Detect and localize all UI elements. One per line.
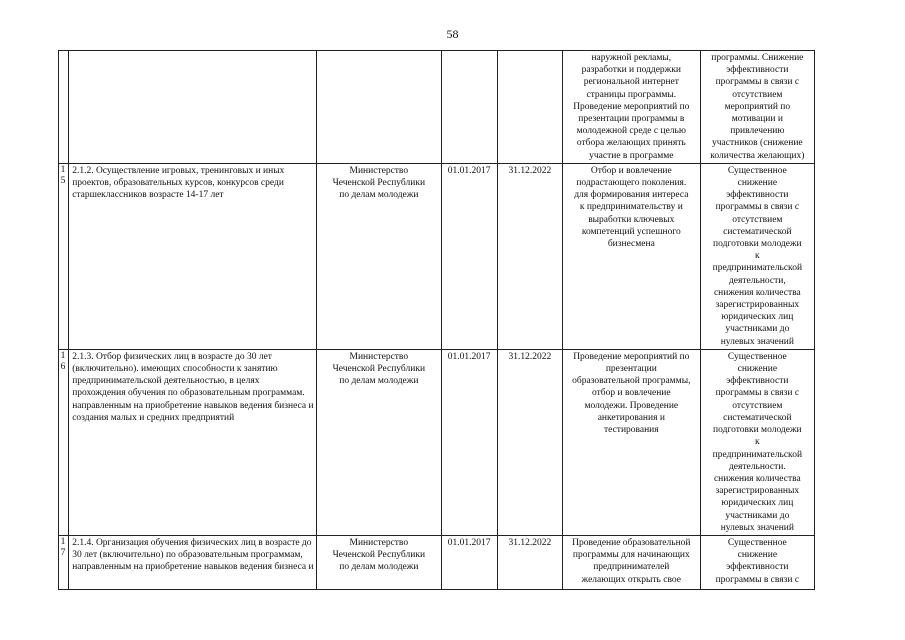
end-date-cell	[497, 51, 562, 164]
end-date-cell: 31.12.2022	[497, 349, 562, 535]
page-number: 58	[446, 27, 459, 41]
start-date-cell: 01.01.2017	[441, 163, 497, 349]
executor-cell	[317, 51, 441, 164]
end-date-cell: 31.12.2022	[497, 163, 562, 349]
measure-name-cell: 2.1.3. Отбор физических лиц в возрасте до 30 лет (включительно). имеющих способности к занятию предпринимательской деятельностью, в целях прохождения обучения по образовательным программам. направленным на приобретение навыков ведения бизнеса и создания малых и средних предприятий	[69, 349, 317, 535]
row-number-cell: 16	[59, 349, 69, 535]
measure-name-cell: 2.1.4. Организация обучения физических лиц в возрасте до 30 лет (включительно) по образовательным программам, направленным на приобретение навыков ведения бизнеса и	[69, 535, 317, 589]
executor-cell: Министерство Чеченской Республики по делам молодежи	[317, 535, 441, 589]
measure-name-cell	[69, 51, 317, 164]
expected-result-cell: Проведение мероприятий по презентации образовательной программы, отбор и вовлечение молодежи. Проведение анкетирования и тестирования	[562, 349, 700, 535]
measures-table	[58, 50, 815, 590]
expected-result-cell: наружной рекламы, разработки и поддержки региональной интернет страницы программы. Проведение мероприятий по презентации программы в молодежной среде с целью отбора желающих принять участие в программе	[562, 51, 700, 164]
table-row	[59, 535, 815, 589]
start-date-cell: 01.01.2017	[441, 349, 497, 535]
risk-cell: программы. Снижение эффективности программы в связи с отсутствием мероприятий по мотивации и привлечению участников (снижение количества желающих)	[700, 51, 814, 164]
start-date-cell: 01.01.2017	[441, 535, 497, 589]
expected-result-cell: Отбор и вовлечение подрастающего поколения. для формирования интереса к предпринимательству и выработки ключевых компетенций успешного бизнесмена	[562, 163, 700, 349]
executor-cell: Министерство Чеченской Республики по делам молодежи	[317, 163, 441, 349]
table-row	[59, 51, 815, 164]
risk-cell: Существенное снижение эффективности программы в связи с	[700, 535, 814, 589]
row-number-cell: 17	[59, 535, 69, 589]
table-row	[59, 349, 815, 535]
risk-cell: Существенное снижение эффективности программы в связи с отсутствием систематической подготовки молодежи к предпринимательской деятельности, снижения количества зарегистрированных юридических лиц участниками до нулевых значений	[700, 163, 814, 349]
start-date-cell	[441, 51, 497, 164]
row-number-cell: 15	[59, 163, 69, 349]
measure-name-cell: 2.1.2. Осуществление игровых, тренинговых и иных проектов, образовательных курсов, конкурсов среди старшеклассников возрасте 14-17 лет	[69, 163, 317, 349]
risk-cell: Существенное снижение эффективности программы в связи с отсутствием систематической подготовки молодежи к предпринимательской деятельности. снижения количества зарегистрированных юридических лиц участниками до нулевых значений	[700, 349, 814, 535]
table-row	[59, 163, 815, 349]
expected-result-cell: Проведение образовательной программы для начинающих предпринимателей желающих открыть свое	[562, 535, 700, 589]
executor-cell: Министерство Чеченской Республики по делам молодежи	[317, 349, 441, 535]
row-number-cell	[59, 51, 69, 164]
end-date-cell: 31.12.2022	[497, 535, 562, 589]
